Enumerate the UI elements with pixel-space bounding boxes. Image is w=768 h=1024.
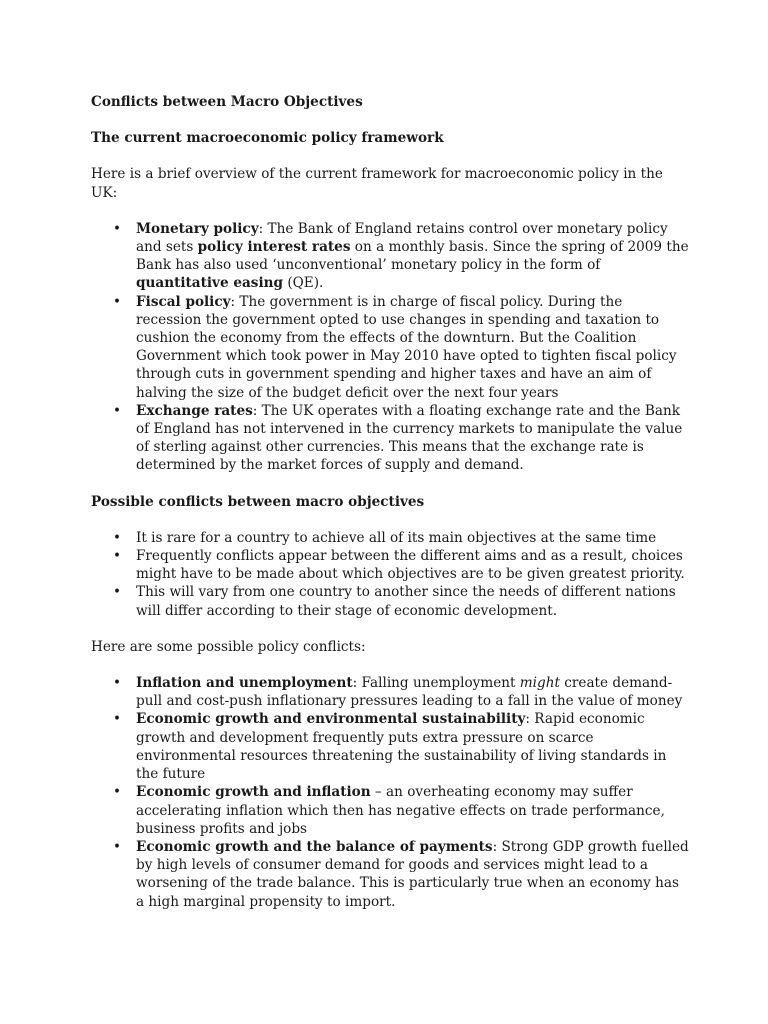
framework-list [91,220,691,475]
list-item-term: Monetary policy [136,220,259,237]
list-item-text: : The government is in charge of fiscal policy. During the recession the government opted to use changes in spending and taxation to cushion the economy from the effects of the downturn. But the Coalition Government which took power in May 2010 have opted to tighten fiscal policy through cuts in government spending and higher taxes and have an aim of halving the size of the budget deficit over the next four years [136,293,677,401]
bullet-icon: • [113,838,122,855]
list-item-text: : The UK operates with a floating exchange rate and the Bank of England has not intervened in the currency markets to manipulate the value of sterling against other currencies. This means that the exchange rate is determined by the market forces of supply and demand. [136,402,683,474]
list-item-text: – an overheating economy may suffer accelerating inflation which then has negative effects on trade performance, business profits and jobs [136,784,665,837]
list-item-text: create demand-pull and cost-push inflationary pressures leading to a fall in the value of money [136,675,683,710]
list-item-term: Economic growth and inflation [136,784,371,801]
list-item [91,838,691,911]
bullet-icon: • [113,711,122,728]
list-item [91,674,691,710]
list-item-term: quantitative easing [136,275,283,292]
list-item [91,583,691,619]
list-item-text: : Rapid economic growth and development frequently puts extra pressure on scarce environmental resources threatening the sustainability of living standards in the future [136,711,667,783]
section-heading-framework: The current macroeconomic policy framework [91,130,444,147]
bullet-icon: • [113,675,122,692]
list-item-term: Economic growth and environmental sustainability [136,711,526,728]
list-item-text: : The Bank of England retains control over monetary policy and sets [136,220,668,256]
bullet-icon: • [113,293,122,310]
policy-conflicts-list [91,674,691,911]
list-item-term: Exchange rates [136,402,253,419]
list-item-text: : Falling unemployment [352,675,520,692]
list-item [91,783,691,838]
list-item [91,293,691,402]
bullet-icon: • [113,548,122,565]
conflicts-intro-paragraph: Here are some possible policy conflicts: [91,638,366,655]
section-heading-conflicts: Possible conflicts between macro objectives [91,493,425,510]
list-item-text: on a monthly basis. Since the spring of 2009 the Bank has also used ‘unconventional’ monetary policy in the form of [136,239,689,274]
list-item-term: policy interest rates [197,239,351,256]
list-item-text: might [519,675,560,692]
list-item-text: Frequently conflicts appear between the different aims and as a result, choices might have to be made about which objectives are to be given greatest priority. [136,548,685,583]
list-item [91,220,691,293]
conflict-points-list [91,529,691,620]
list-item-text: It is rare for a country to achieve all of its main objectives at the same time [136,529,657,546]
bullet-icon: • [113,402,122,419]
bullet-icon: • [113,584,122,601]
list-item-text: : Strong GDP growth fuelled by high levels of consumer demand for goods and services might lead to a worsening of the trade balance. This is particularly true when an economy has a high marginal propensity to import. [136,838,689,910]
list-item [91,402,691,475]
list-item-term: Inflation and unemployment [136,675,353,692]
document-body [91,93,691,911]
bullet-icon: • [113,529,122,546]
list-item [91,547,691,583]
intro-paragraph: Here is a brief overview of the current framework for macroeconomic policy in the UK: [91,166,663,201]
list-item-term: Economic growth and the balance of payments [136,838,493,855]
list-item-text: This will vary from one country to another since the needs of different nations will differ according to their stage of economic development. [136,584,676,619]
document-title: Conflicts between Macro Objectives [91,94,363,110]
list-item [91,529,691,547]
bullet-icon: • [113,220,122,237]
list-item [91,710,691,783]
bullet-icon: • [113,784,122,801]
list-item-term: Fiscal policy [136,293,231,310]
list-item-text: (QE). [283,275,324,292]
